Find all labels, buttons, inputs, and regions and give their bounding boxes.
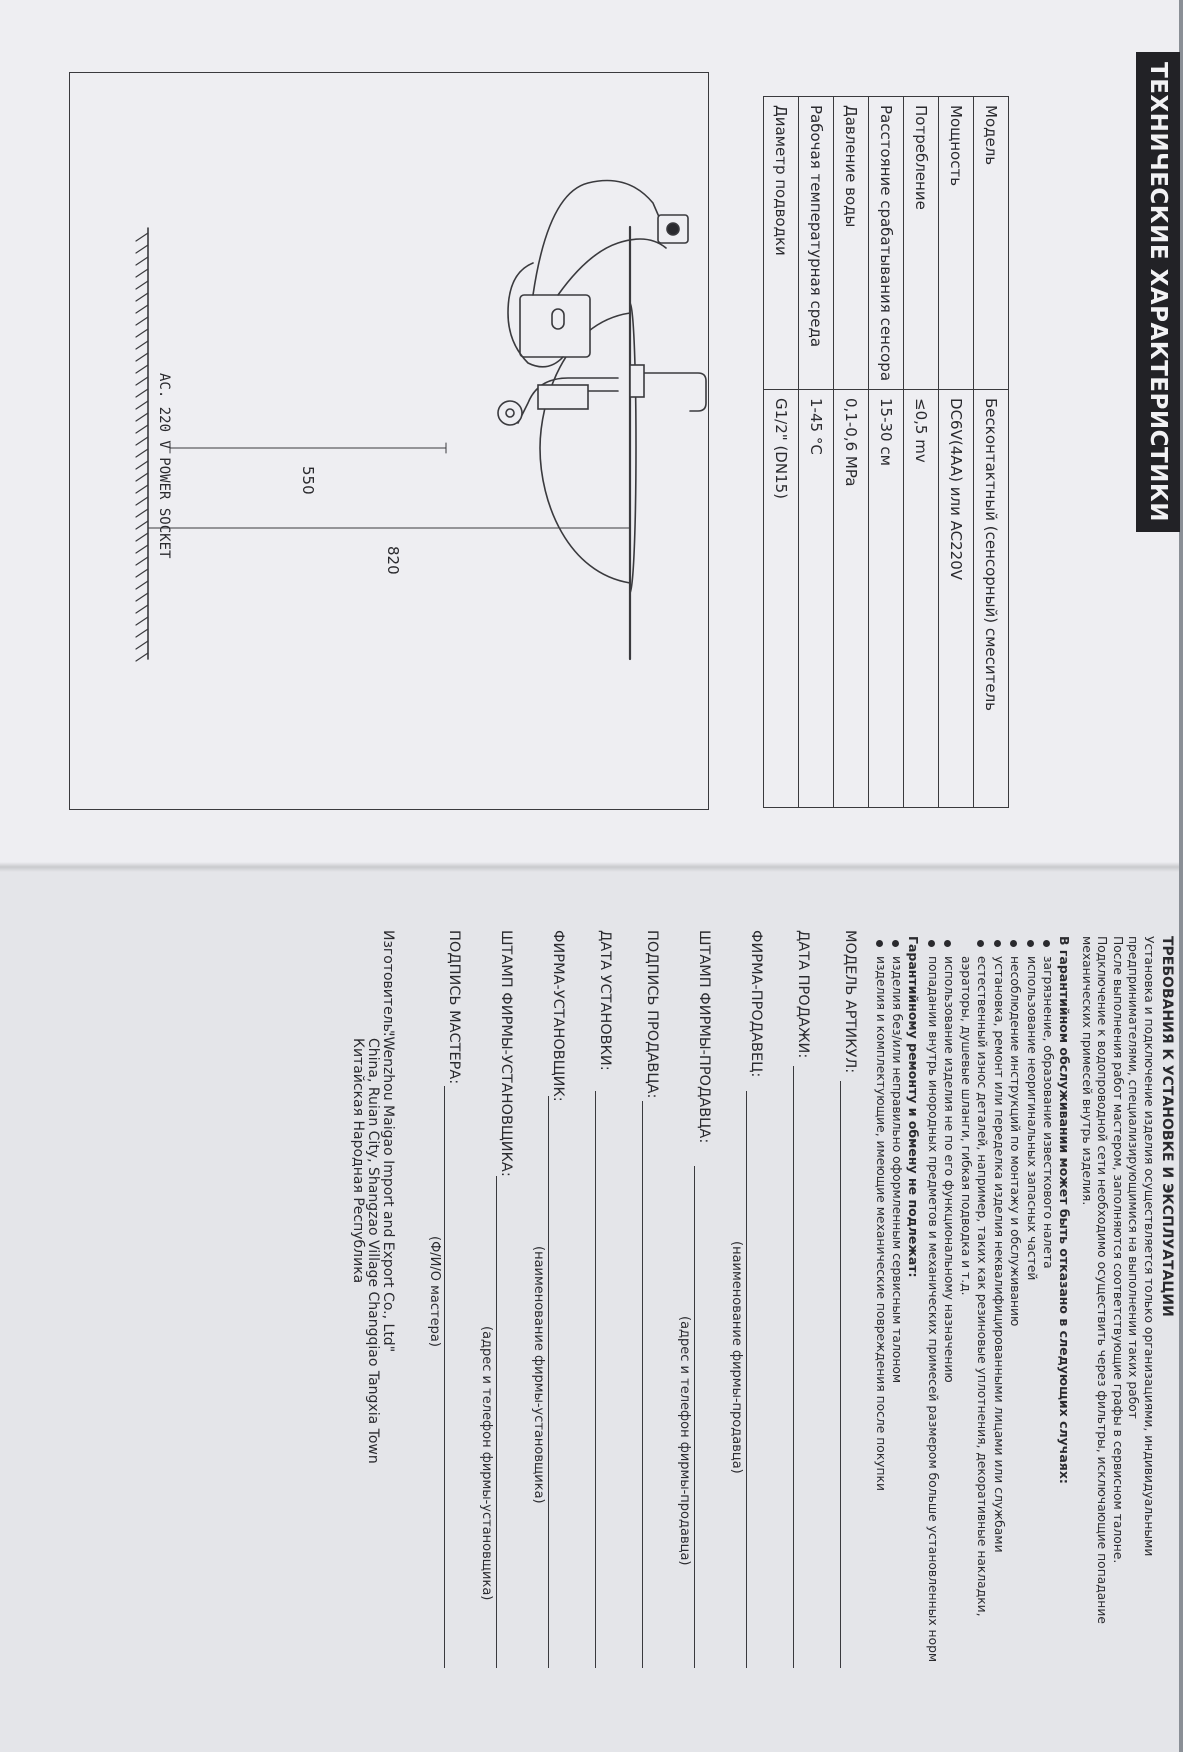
- refusal-item: установка, ремонт или переделка изделия неквалифицированными лицами или службами: [992, 956, 1006, 1553]
- spec-value: DC6V(4AA) или AC220V: [939, 390, 974, 808]
- spec-label: Рабочая температурная среда: [799, 97, 834, 390]
- spec-value: 1-45 °С: [799, 390, 834, 808]
- faucet-base: [630, 365, 644, 397]
- form-field-line[interactable]: [595, 1091, 596, 1668]
- form-field-line[interactable]: [840, 1081, 841, 1668]
- bullet-icon: [1027, 940, 1034, 947]
- spec-table: [763, 96, 1009, 808]
- hatch-mark: [136, 293, 148, 301]
- manufacturer-label: Изготовитель:: [380, 930, 396, 1037]
- bullet-icon: [1044, 940, 1051, 947]
- form-field-label: МОДЕЛЬ АРТИКУЛ:: [842, 930, 858, 1074]
- hatch-mark: [136, 317, 148, 325]
- warranty-section: [0, 868, 1183, 1752]
- form-field-line[interactable]: [496, 1176, 497, 1668]
- hatch-mark: [136, 509, 148, 517]
- form-field-label: ПОДПИСЬ МАСТЕРА:: [446, 930, 462, 1085]
- dim-550-label: 550: [299, 466, 317, 495]
- bullet-icon: [994, 940, 1001, 947]
- form-field-label: ШТАМП ФИРМЫ-УСТАНОВЩИКА:: [498, 930, 514, 1177]
- form-field-hint: (Ф/И/О мастера): [427, 1236, 442, 1347]
- bullet-icon: [928, 940, 935, 947]
- manufacturer-line: "Wenzhou Maigao Import and Export Co., Ltd": [380, 1030, 396, 1353]
- bullet-icon: [978, 940, 985, 947]
- form-field-line[interactable]: [444, 1086, 445, 1668]
- socket-label: AC. 220 V POWER SOCKET: [156, 373, 172, 559]
- hatch-mark: [136, 341, 148, 349]
- spec-row: [869, 97, 904, 808]
- control-box: [520, 295, 590, 357]
- form-field-label: ДАТА ПРОДАЖИ:: [795, 930, 811, 1059]
- hatch-mark: [136, 461, 148, 469]
- power-cable: [533, 181, 666, 296]
- hatch-mark: [136, 449, 148, 457]
- spec-label: Потребление: [904, 97, 939, 390]
- requirements-line: После выполнения работ мастером, заполняются соответствующие графы в сервисном талоне.: [1111, 936, 1125, 1564]
- hatch-mark: [136, 485, 148, 493]
- requirements-title: ТРЕБОВАНИЯ К УСТАНОВКЕ И ЭКСПЛУАТАЦИИ: [1159, 936, 1175, 1317]
- hatch-mark: [136, 497, 148, 505]
- hatch-mark: [136, 305, 148, 313]
- spec-label: Мощность: [939, 97, 974, 390]
- bullet-icon: [945, 940, 952, 947]
- sink-diagram-svg: [70, 73, 708, 809]
- bullet-icon: [893, 940, 900, 947]
- exclusion-title: Гарантийному ремонту и обмену не подлежат:: [906, 936, 922, 1278]
- form-field-hint: (адрес и телефон фирмы-продавца): [677, 1316, 692, 1566]
- refusal-item: аэраторы, душевые шланги, гибкая подводка и т.д.: [959, 956, 973, 1296]
- refusal-item: использование изделия не по его функциональному назначению: [942, 956, 957, 1383]
- form-field-label: ШТАМП ФИРМЫ-ПРОДАВЦА:: [696, 930, 712, 1144]
- requirements-line: Установка и подключение изделия осуществляется только организациями, индивидуальными: [1142, 936, 1156, 1557]
- hatch-mark: [136, 329, 148, 337]
- sensor-cable: [558, 239, 666, 295]
- refusal-item: использование неоригинальных запасных частей: [1025, 956, 1039, 1281]
- hatch-mark: [136, 473, 148, 481]
- hatch-mark: [136, 365, 148, 373]
- installation-diagram: [69, 72, 709, 810]
- spec-label: Модель: [974, 97, 1009, 390]
- bullet-icon: [1011, 940, 1018, 947]
- exclusion-item: изделия и комплектующие, имеющие механические повреждения после покупки: [874, 956, 888, 1491]
- form-field-line[interactable]: [642, 1101, 643, 1668]
- spec-row: [764, 97, 799, 808]
- hatch-mark: [136, 641, 148, 649]
- spec-label: Расстояние срабатывания сенсора: [869, 97, 904, 390]
- form-field-line[interactable]: [694, 1166, 695, 1668]
- tech-title: ТЕХНИЧЕСКИЕ ХАРАКТЕРИСТИКИ: [1136, 52, 1180, 532]
- manufacturer-line: China, Ruian City, Shangzao Village Changqiao Tangxia Town: [365, 1038, 381, 1464]
- hatch-mark: [136, 233, 148, 241]
- hatch-mark: [136, 557, 148, 565]
- spec-row: [904, 97, 939, 808]
- spec-value: 15-30 см: [869, 390, 904, 808]
- solenoid-valve: [538, 385, 588, 409]
- hatch-mark: [136, 533, 148, 541]
- valve-handle: [498, 401, 522, 425]
- spec-row: [799, 97, 834, 808]
- bullet-icon: [876, 940, 883, 947]
- hatch-mark: [136, 401, 148, 409]
- hatch-mark: [136, 413, 148, 421]
- form-field-hint: (наименование фирмы-установщика): [531, 1246, 546, 1504]
- hatch-mark: [136, 437, 148, 445]
- form-field-line[interactable]: [548, 1096, 549, 1668]
- spec-value: 0,1-0,6 MPa: [834, 390, 869, 808]
- refusal-item: несоблюдение инструкций по монтажу и обслуживанию: [1008, 956, 1023, 1327]
- hatch-mark: [136, 581, 148, 589]
- hatch-mark: [136, 617, 148, 625]
- spec-value: G1/2" (DN15): [764, 390, 799, 808]
- refusal-title: В гарантийном обслуживании может быть отказано в следующих случаях:: [1057, 936, 1073, 1484]
- form-field-label: ФИРМА-ПРОДАВЕЦ:: [748, 930, 764, 1078]
- requirements-line: Подключение к водопроводной сети необходимо осуществить через фильтры, исключающие попадание: [1095, 936, 1110, 1624]
- hatch-mark: [136, 269, 148, 277]
- dim-820-label: 820: [384, 546, 402, 575]
- hatch-mark: [136, 653, 148, 661]
- hatch-mark: [136, 545, 148, 553]
- hatch-mark: [136, 425, 148, 433]
- floor-hatch: [136, 233, 148, 661]
- form-field-label: ДАТА УСТАНОВКИ:: [597, 930, 613, 1071]
- spec-label: Диаметр подводки: [764, 97, 799, 390]
- refusal-item: загрязнение, образование известкового налета: [1041, 956, 1056, 1269]
- form-field-label: ФИРМА-УСТАНОВЩИК:: [550, 930, 566, 1102]
- hatch-mark: [136, 605, 148, 613]
- hatch-mark: [136, 281, 148, 289]
- spec-value: Бесконтактный (сенсорный) смеситель: [974, 390, 1009, 808]
- hatch-mark: [136, 353, 148, 361]
- requirements-line: предпринимателями, специализирующимися на выполнении таких работ: [1126, 936, 1141, 1419]
- spec-row: [834, 97, 869, 808]
- form-field-hint: (наименование фирмы-продавца): [729, 1241, 744, 1474]
- technical-specs-section: [0, 0, 1183, 868]
- form-field-hint: (адрес и телефон фирмы-установщика): [479, 1326, 494, 1601]
- form-field-line[interactable]: [793, 1066, 794, 1668]
- hatch-mark: [136, 389, 148, 397]
- hatch-mark: [136, 569, 148, 577]
- hatch-mark: [136, 521, 148, 529]
- hatch-mark: [136, 245, 148, 253]
- hatch-mark: [136, 257, 148, 265]
- requirements-line: механических примесей внутрь изделия.: [1080, 936, 1094, 1206]
- form-field-line[interactable]: [746, 1091, 747, 1668]
- hatch-mark: [136, 629, 148, 637]
- manufacturer-line: Китайская Народная Республика: [350, 1038, 366, 1284]
- spec-value: ≤0,5 mv: [904, 390, 939, 808]
- refusal-item: естественный износ деталей, например, таких как резиновые уплотнения, декоративные накладки,: [975, 956, 990, 1617]
- spec-row: [939, 97, 974, 808]
- hatch-mark: [136, 377, 148, 385]
- spec-row: [974, 97, 1009, 808]
- faucet-spout: [638, 373, 706, 411]
- form-field-label: ПОДПИСЬ ПРОДАВЦА:: [644, 930, 660, 1099]
- refusal-item: попадании внутрь инородных предметов и механических примесей размером больше установленных норм: [926, 956, 940, 1663]
- spec-label: Давление воды: [834, 97, 869, 390]
- hatch-mark: [136, 593, 148, 601]
- exclusion-item: изделия без/или неправильно оформленным сервисным талоном: [890, 956, 905, 1384]
